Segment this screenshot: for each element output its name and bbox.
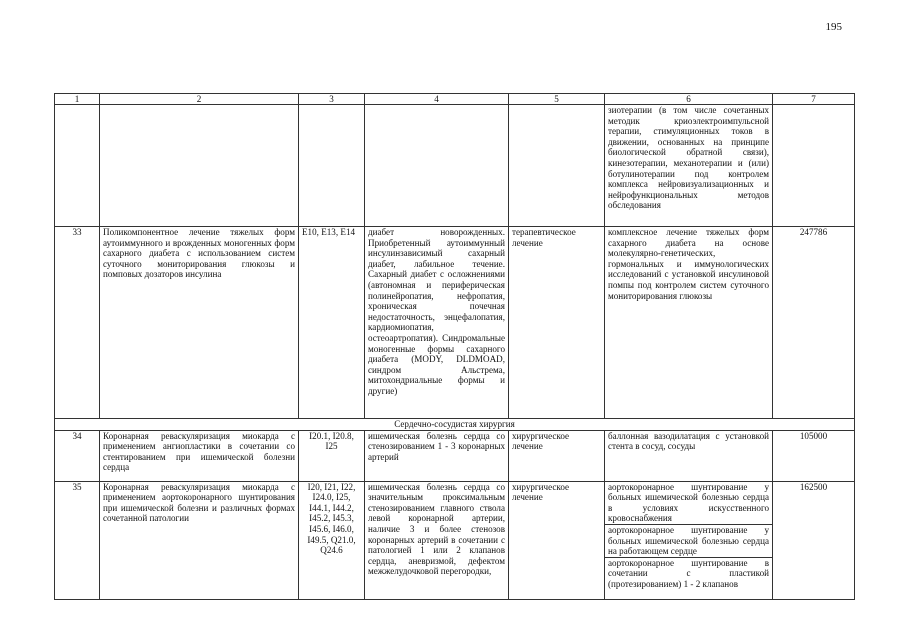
cost-value: 247786 (773, 227, 855, 419)
care-profile-name: Коронарная реваскуляризация миокарда с применением аортокоронарного шунтирования при ишемической болезни и различных формах сочетанной патологии (100, 481, 299, 599)
treatment-type: терапевтическое лечение (509, 227, 605, 419)
cost-value: 162500 (773, 481, 855, 599)
row-number: 35 (55, 481, 100, 599)
icd-codes: E10, E13, E14 (299, 227, 365, 419)
cell-empty (55, 105, 100, 227)
cell-empty (100, 105, 299, 227)
column-number: 6 (605, 94, 773, 105)
page-number: 195 (825, 21, 842, 33)
icd-codes: I20, I21, I22, I24.0, I25, I44.1, I44.2, I45.2, I45.3, I45.6, I46.0, I49.5, Q21.0, Q24.6 (299, 481, 365, 599)
row-number: 33 (55, 227, 100, 419)
table-row (55, 430, 855, 481)
column-number: 5 (509, 94, 605, 105)
patient-model: ишемическая болезнь сердца со стенозированием 1 - 3 коронарных артерий (365, 430, 509, 481)
column-number: 2 (100, 94, 299, 105)
table-row (55, 481, 855, 599)
cost-value: 105000 (773, 430, 855, 481)
procedures-table (54, 93, 855, 600)
column-number: 1 (55, 94, 100, 105)
column-number: 3 (299, 94, 365, 105)
treatment-method: аортокоронарное шунтирование у больных ишемической болезнью сердца в условиях искусственного кровоснабжения (608, 481, 769, 524)
patient-model: ишемическая болезнь сердца со значительным проксимальным стенозированием главного ствола левой коронарной артерии, наличие 3 и более стенозов коронарных артерий в сочетании с патологией 1 или 2 клапанов сердца, аневризмой, дефектом межжелудочковой перегородки, (365, 481, 509, 599)
treatment-method: аортокоронарное шунтирование в сочетании с пластикой (протезированием) 1 - 2 клапанов (605, 557, 772, 590)
section-header-row (55, 419, 855, 431)
treatment-method: комплексное лечение тяжелых форм сахарного диабета на основе молекулярно-генетических, гормональных и иммунологических исследований с установкой инсулиновой помпы под контролем систем суточного мониторирования глюкозы (605, 227, 773, 419)
continuation-row (55, 105, 855, 227)
cell-empty (299, 105, 365, 227)
row-number: 34 (55, 430, 100, 481)
treatment-type: хирургическое лечение (509, 481, 605, 599)
patient-model: диабет новорожденных. Приобретенный аутоиммунный инсулинзависимый сахарный диабет, лабильное течение. Сахарный диабет с осложнениями (автономная и периферическая полинейропатия, нефропатия, хроническая почечная недостаточность, энцефалопатия, кардиомиопатия, остеоартропатия). Синдромальные моногенные формы сахарного диабета (MODY, DLDMOAD, синдром Альстрема, митохондриальные формы и другие) (365, 227, 509, 419)
care-profile-name: Поликомпонентное лечение тяжелых форм аутоиммунного и врожденных моногенных форм сахарного диабета с использованием систем суточного мониторирования глюкозы и помповых дозаторов инсулина (100, 227, 299, 419)
treatment-type: хирургическое лечение (509, 430, 605, 481)
column-number: 7 (773, 94, 855, 105)
treatment-method: аортокоронарное шунтирование у больных ишемической болезнью сердца на работающем сердце (605, 524, 772, 557)
treatment-methods-cell (605, 481, 773, 599)
column-number-row (55, 94, 855, 105)
icd-codes: I20.1, I20.8, I25 (299, 430, 365, 481)
care-profile-name: Коронарная реваскуляризация миокарда с применением ангиопластики в сочетании со стентированием при ишемической болезни сердца (100, 430, 299, 481)
table-row (55, 227, 855, 419)
treatment-method: зиотерапии (в том числе сочетанных методик криоэлектроимпульсной терапии, стимуляционных токов в движении, основанных на принципе биологической обратной связи), кинезотерапии, механотерапии и (или) ботулинотерапии под контролем комплекса нейровизуализационных и нейрофункциональных методов обследования (605, 105, 773, 227)
cell-empty (509, 105, 605, 227)
column-number: 4 (365, 94, 509, 105)
cell-empty (773, 105, 855, 227)
treatment-method: баллонная вазодилатация с установкой стента в сосуд, сосуды (605, 430, 773, 481)
cell-empty (365, 105, 509, 227)
section-title: Сердечно-сосудистая хирургия (55, 419, 855, 431)
